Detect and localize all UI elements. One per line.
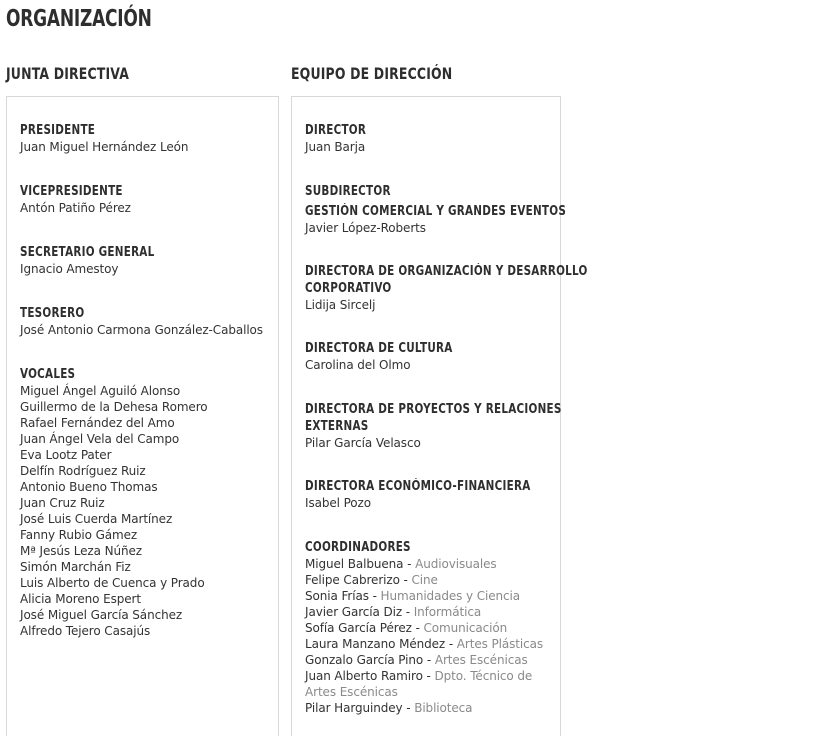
coordinador-name: Sofía García Pérez <box>305 621 412 635</box>
coordinador-name: Felipe Cabrerizo <box>305 573 400 587</box>
coordinador-item <box>305 620 825 636</box>
section-sublabel: GESTIÓN COMERCIAL Y GRANDES EVENTOS <box>305 204 567 219</box>
member-name: Alicia Moreno Espert <box>20 592 141 606</box>
section-directora-proyectos <box>305 401 825 451</box>
coordinador-item <box>305 668 825 684</box>
section-directora-organizacion <box>305 263 825 313</box>
section-label: VOCALES <box>20 367 76 382</box>
member-name: Pilar García Velasco <box>305 436 421 450</box>
member-name: Antón Patiño Pérez <box>20 201 131 215</box>
member-name: Alfredo Tejero Casajús <box>20 624 151 638</box>
coordinador-area: Biblioteca <box>414 701 473 715</box>
section-label: COORDINADORES <box>305 540 411 555</box>
section-label: DIRECTORA DE PROYECTOS Y RELACIONES <box>305 402 562 417</box>
separator: - <box>445 637 457 651</box>
separator: - <box>422 669 435 683</box>
coordinador-item <box>305 636 825 652</box>
section-label: VICEPRESIDENTE <box>20 184 123 199</box>
coordinador-area: Cine <box>411 573 438 587</box>
coordinador-item <box>305 588 825 604</box>
section-label-cont: EXTERNAS <box>305 419 369 434</box>
member-name: Isabel Pozo <box>305 496 371 510</box>
junta-directiva-title: JUNTA DIRECTIVA <box>6 64 130 83</box>
member-name: Juan Cruz Ruiz <box>20 496 105 510</box>
member-name: Juan Ángel Vela del Campo <box>20 432 180 446</box>
member-name: Juan Barja <box>305 140 366 154</box>
coordinador-item <box>305 604 825 620</box>
coordinador-area: Dpto. Técnico de <box>434 669 533 683</box>
coordinador-name: Laura Manzano Méndez <box>305 637 446 651</box>
section-subdirector <box>305 183 825 236</box>
member-name: José Miguel García Sánchez <box>20 608 183 622</box>
member-name: Javier López-Roberts <box>305 221 426 235</box>
separator: - <box>411 621 424 635</box>
section-coordinadores <box>305 539 825 716</box>
coordinador-area: Comunicación <box>423 621 508 635</box>
member-name: Mª Jesús Leza Núñez <box>20 544 142 558</box>
member-name: Antonio Bueno Thomas <box>20 480 158 494</box>
coordinador-area-cont: Artes Escénicas <box>305 685 398 699</box>
separator: - <box>368 589 381 603</box>
member-name: Simón Marchán Fiz <box>20 560 131 574</box>
coordinador-area: Humanidades y Ciencia <box>380 589 520 603</box>
member-name: Miguel Ángel Aguiló Alonso <box>20 384 181 398</box>
coordinador-name: Javier García Diz <box>305 605 403 619</box>
section-director <box>305 122 825 155</box>
separator: - <box>423 653 435 667</box>
junta-directiva-panel <box>6 96 279 736</box>
section-label-cont: CORPORATIVO <box>305 281 392 296</box>
coordinador-area: Artes Escénicas <box>434 653 528 667</box>
separator: - <box>399 573 412 587</box>
coordinador-item-cont <box>305 684 825 700</box>
coordinador-name: Sonia Frías <box>305 589 369 603</box>
coordinador-name: Gonzalo García Pino <box>305 653 424 667</box>
coordinador-name: Pilar Harguindey <box>305 701 403 715</box>
member-name: Carolina del Olmo <box>305 358 411 372</box>
section-label: PRESIDENTE <box>20 123 96 138</box>
coordinador-area: Artes Plásticas <box>456 637 544 651</box>
section-label: DIRECTORA DE ORGANIZACIÓN Y DESARROLLO <box>305 264 588 279</box>
section-label: TESORERO <box>20 306 85 321</box>
section-label: SECRETARIO GENERAL <box>20 245 155 260</box>
member-name: José Antonio Carmona González-Caballos <box>20 323 263 337</box>
section-directora-economico-financiera <box>305 478 825 511</box>
section-label: SUBDIRECTOR <box>305 184 391 199</box>
coordinador-name: Juan Alberto Ramiro <box>305 669 423 683</box>
member-name: Eva Lootz Pater <box>20 448 112 462</box>
section-label: DIRECTOR <box>305 123 367 138</box>
separator: - <box>402 701 415 715</box>
member-name: Delfín Rodríguez Ruiz <box>20 464 146 478</box>
member-name: Lidija Sircelj <box>305 298 376 312</box>
member-name: Guillermo de la Dehesa Romero <box>20 400 208 414</box>
separator: - <box>403 557 416 571</box>
coordinador-item <box>305 556 825 572</box>
coordinador-item <box>305 652 825 668</box>
equipo-direccion-title: EQUIPO DE DIRECCIÓN <box>291 64 453 83</box>
coordinador-area: Audiovisuales <box>415 557 497 571</box>
section-label: DIRECTORA ECONÓMICO-FINANCIERA <box>305 479 531 494</box>
member-name: Luis Alberto de Cuenca y Prado <box>20 576 205 590</box>
member-name: Rafael Fernández del Amo <box>20 416 175 430</box>
coordinador-item <box>305 572 825 588</box>
equipo-direccion-panel <box>291 96 588 736</box>
member-name: Fanny Rubio Gámez <box>20 528 138 542</box>
member-name: José Luis Cuerda Martínez <box>20 512 173 526</box>
section-label: DIRECTORA DE CULTURA <box>305 341 453 356</box>
page-title: ORGANIZACIÓN <box>6 6 152 32</box>
member-name: Ignacio Amestoy <box>20 262 119 276</box>
coordinador-name: Miguel Balbuena <box>305 557 404 571</box>
member-name: Juan Miguel Hernández León <box>20 140 189 154</box>
coordinador-item <box>305 700 825 716</box>
coordinador-area: Informática <box>413 605 482 619</box>
separator: - <box>402 605 414 619</box>
section-directora-cultura <box>305 340 825 373</box>
